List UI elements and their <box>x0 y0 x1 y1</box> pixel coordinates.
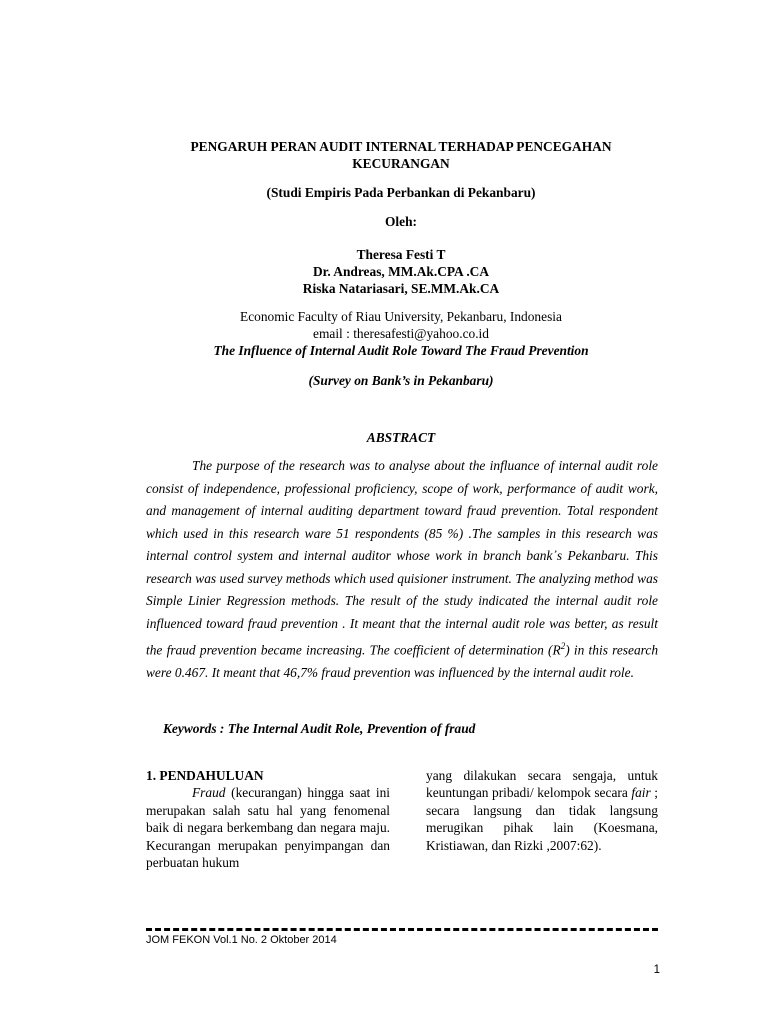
paper-title-line-1: PENGARUH PERAN AUDIT INTERNAL TERHADAP PENCEGAHAN <box>190 139 612 154</box>
email-address: email : theresafesti@yahoo.co.id <box>313 326 489 341</box>
column-left <box>146 767 390 871</box>
paper-title-line-2: KECURANGAN <box>352 156 450 171</box>
column-right-text-1: yang dilakukan secara sengaja, untuk keuntungan pribadi/ kelompok secara <box>426 768 658 801</box>
paper-subtitle: (Studi Empiris Pada Perbankan di Pekanbaru) <box>266 185 536 200</box>
fraud-term: Fraud <box>192 785 226 801</box>
by-label: Oleh: <box>385 214 417 229</box>
abstract-text-part-1: The purpose of the research was to analyse about the influance of internal audit role consist of independence, professional proficiency, scope of work, performance of audit work, and management of internal auditing department toward fraud prevention. Total respondent which used in this research ware 51 respondents (85 %) .The samples in this research was internal control system and internal auditor whose work in branch bank᾽s Pekanbaru. This research was used survey methods which used quisioner instrument. The analyzing method was Simple Linier Regression methods. The result of the study indicated the internal audit role influenced toward fraud prevention . It meant that the internal audit role was better, as result the fraud prevention became increasing. The coefficient of determination (R <box>146 458 658 658</box>
keywords: Keywords : The Internal Audit Role, Prevention of fraud <box>163 721 476 736</box>
abstract-heading: ABSTRACT <box>366 430 436 445</box>
column-left-text: (kecurangan) hingga saat ini merupakan salah satu hal yang fenomenal baik di negara berkembang dan negara maju. Kecurangan merupakan penyimpangan dan perbuatan hukum <box>146 785 390 871</box>
column-left-paragraph <box>146 784 390 871</box>
affiliation: Economic Faculty of Riau University, Pekanbaru, Indonesia <box>240 309 562 324</box>
section-heading: 1. PENDAHULUAN <box>146 768 264 783</box>
abstract-body <box>146 455 658 684</box>
page-number: 1 <box>653 964 660 976</box>
abstract-text-part-2: ) in this research were 0.467. It meant that 46,7% fraud prevention was influenced by the internal audit role. <box>146 642 659 680</box>
english-title: The Influence of Internal Audit Role Toward The Fraud Prevention <box>213 343 589 358</box>
author-3: Riska Natariasari, SE.MM.Ak.CA <box>302 281 500 296</box>
author-2: Dr. Andreas, MM.Ak.CPA .CA <box>312 264 490 279</box>
column-right-paragraph <box>426 767 658 854</box>
r-squared-superscript: 2 <box>560 641 566 651</box>
footer-divider <box>146 928 658 931</box>
english-subtitle: (Survey on Bank’s in Pekanbaru) <box>308 373 494 388</box>
column-right-text-2: ; secara langsung dan tidak langsung merugikan pihak lain (Koesmana, Kristiawan, dan Rizki ,2007:62). <box>426 785 658 853</box>
column-right <box>426 767 658 854</box>
fair-term: fair <box>631 785 651 801</box>
author-1: Theresa Festi T <box>356 247 446 262</box>
journal-footer: JOM FEKON Vol.1 No. 2 Oktober 2014 <box>146 934 337 946</box>
